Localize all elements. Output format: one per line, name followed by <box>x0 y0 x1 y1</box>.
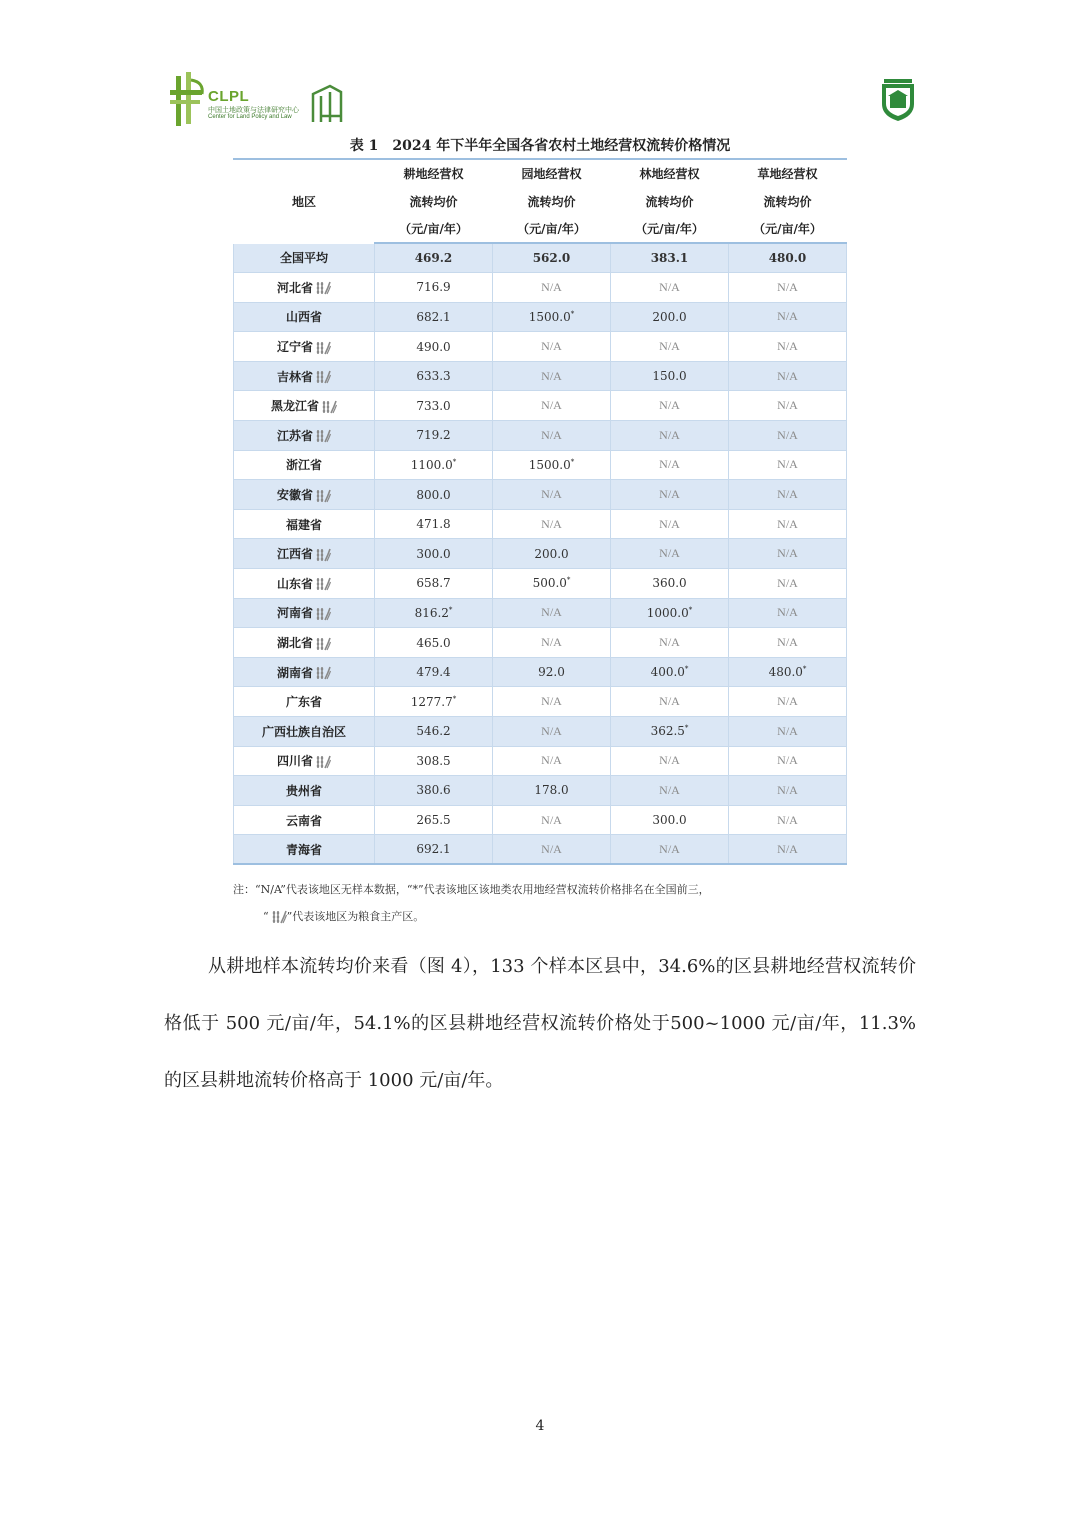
region-name: 广西壮族自治区 <box>261 724 346 739</box>
value-text: 719.2 <box>416 428 451 443</box>
value-text: 480.0 <box>768 665 803 680</box>
cell-value-col3 <box>611 421 729 451</box>
value-text: 469.2 <box>414 251 453 266</box>
header-col3-unit: （元/亩/年） <box>611 215 729 243</box>
value-text: 1277.7 <box>410 694 453 709</box>
cell-value-col2 <box>493 361 611 391</box>
cell-value-col1 <box>375 746 493 776</box>
value-text: 490.0 <box>416 339 451 354</box>
value-text: N/A <box>777 605 798 620</box>
top-three-star: * <box>448 605 453 614</box>
value-text: N/A <box>659 398 680 413</box>
land-transfer-price-table <box>233 158 847 865</box>
value-text: 479.4 <box>416 665 451 680</box>
value-text: N/A <box>777 487 798 502</box>
cell-value-col3 <box>611 628 729 658</box>
cell-value-col2 <box>493 569 611 599</box>
wheat-icon <box>315 548 331 562</box>
wheat-icon <box>271 910 287 924</box>
table-row <box>234 539 847 569</box>
value-text: N/A <box>541 635 562 650</box>
value-text: N/A <box>777 694 798 709</box>
cell-value-col4 <box>729 805 847 835</box>
top-three-star: * <box>452 694 457 703</box>
cell-value-col3 <box>611 539 729 569</box>
page-number: 4 <box>535 1418 545 1434</box>
wheat-icon <box>315 637 331 651</box>
cell-value-col3 <box>611 598 729 628</box>
value-text: N/A <box>777 279 798 294</box>
top-three-star: * <box>570 309 575 318</box>
building-logo-icon <box>310 82 344 124</box>
value-text: 400.0 <box>650 665 685 680</box>
cell-value-col1 <box>375 509 493 539</box>
cell-region <box>234 687 375 717</box>
cell-value-col3 <box>611 657 729 687</box>
header-col3-line1: 林地经营权 <box>611 159 729 187</box>
note-line-2 <box>233 903 863 930</box>
cell-region <box>234 273 375 303</box>
cell-value-col4 <box>729 717 847 747</box>
wheat-icon <box>315 755 331 769</box>
cell-value-col4 <box>729 421 847 451</box>
cell-value-col3 <box>611 302 729 332</box>
top-three-star: * <box>684 665 689 674</box>
cell-value-col1 <box>375 569 493 599</box>
wheat-icon <box>315 341 331 355</box>
header-col2-unit: （元/亩/年） <box>493 215 611 243</box>
body-paragraph: 从耕地样本流转均价来看（图 4），133 个样本区县中，34.6%的区县耕地经营权流转价格低于 500 元/亩/年，54.1%的区县耕地经营权流转价格处于500~1000 元/亩/年，11.3%的区县耕地流转价格高于 1000 元/亩/年。 <box>164 956 916 1091</box>
table-row <box>234 421 847 451</box>
value-text: N/A <box>777 782 798 797</box>
top-three-star: * <box>452 457 457 466</box>
value-text: 362.5 <box>650 724 685 739</box>
region-name: 山东省 <box>276 576 313 591</box>
cell-value-col2 <box>493 776 611 806</box>
cell-region <box>234 776 375 806</box>
value-text: 360.0 <box>652 576 687 591</box>
cell-value-col1 <box>375 480 493 510</box>
wheat-icon <box>315 370 331 384</box>
value-text: 1500.0 <box>528 457 571 472</box>
cell-value-col4 <box>729 657 847 687</box>
cell-value-col3 <box>611 687 729 717</box>
value-text: 465.0 <box>416 635 451 650</box>
value-text: 300.0 <box>652 813 687 828</box>
value-text: N/A <box>659 279 680 294</box>
cell-region <box>234 805 375 835</box>
cell-value-col4 <box>729 835 847 865</box>
cell-value-col1 <box>375 421 493 451</box>
table-row <box>234 746 847 776</box>
cell-value-col3 <box>611 480 729 510</box>
cell-value-col2 <box>493 717 611 747</box>
value-text: 500.0 <box>532 576 567 591</box>
cell-value-col2 <box>493 480 611 510</box>
cell-value-col4 <box>729 361 847 391</box>
table-row <box>234 302 847 332</box>
region-name: 黑龙江省 <box>270 399 319 414</box>
cell-value-col3 <box>611 805 729 835</box>
clpl-logo <box>168 70 348 130</box>
header-col2-line2: 流转均价 <box>493 187 611 215</box>
cell-value-col1 <box>375 805 493 835</box>
table-row <box>234 657 847 687</box>
cell-value-col2 <box>493 687 611 717</box>
cell-value-col2 <box>493 391 611 421</box>
cell-value-col4 <box>729 687 847 717</box>
value-text: 562.0 <box>532 251 571 266</box>
cell-value-col4 <box>729 628 847 658</box>
value-text: 308.5 <box>416 753 451 768</box>
cell-region <box>234 598 375 628</box>
table-note <box>233 876 863 930</box>
cell-value-col3 <box>611 391 729 421</box>
cell-value-col1 <box>375 776 493 806</box>
value-text: N/A <box>541 339 562 354</box>
region-name: 江苏省 <box>276 428 313 443</box>
value-text: 300.0 <box>416 546 451 561</box>
value-text: N/A <box>659 339 680 354</box>
cell-value-col3 <box>611 717 729 747</box>
cell-value-col4 <box>729 509 847 539</box>
table-row <box>234 628 847 658</box>
top-three-star: * <box>566 576 571 585</box>
wheat-icon <box>315 666 331 680</box>
cell-value-col2 <box>493 746 611 776</box>
table-row <box>234 776 847 806</box>
cell-region <box>234 628 375 658</box>
cell-value-col2 <box>493 421 611 451</box>
value-text: 200.0 <box>534 546 569 561</box>
cell-region <box>234 243 375 273</box>
value-text: N/A <box>777 339 798 354</box>
value-text: N/A <box>541 279 562 294</box>
cell-value-col2 <box>493 332 611 362</box>
header-col3-line2: 流转均价 <box>611 187 729 215</box>
value-text: N/A <box>541 516 562 531</box>
region-name: 湖北省 <box>276 636 313 651</box>
value-text: 471.8 <box>416 517 451 532</box>
cell-value-col2 <box>493 243 611 273</box>
cell-value-col2 <box>493 598 611 628</box>
value-text: N/A <box>659 753 680 768</box>
region-name: 云南省 <box>285 813 322 828</box>
region-name: 辽宁省 <box>276 340 313 355</box>
cell-value-col2 <box>493 835 611 865</box>
table-row <box>234 361 847 391</box>
value-text: N/A <box>541 812 562 827</box>
value-text: N/A <box>777 812 798 827</box>
region-name: 福建省 <box>285 517 322 532</box>
region-name: 江西省 <box>276 547 313 562</box>
logo-name-en: Center for Land Policy and Law <box>208 114 292 120</box>
value-text: N/A <box>659 457 680 472</box>
cell-region <box>234 450 375 480</box>
page-header <box>168 70 918 130</box>
region-name: 湖南省 <box>276 665 313 680</box>
logo-abbr: CLPL <box>208 88 250 105</box>
wheat-icon <box>315 489 331 503</box>
cell-value-col4 <box>729 450 847 480</box>
table-row <box>234 273 847 303</box>
region-name: 广东省 <box>285 695 322 710</box>
wheat-icon <box>315 607 331 621</box>
cell-value-col1 <box>375 598 493 628</box>
region-name: 全国平均 <box>279 251 328 266</box>
header-col1-unit: （元/亩/年） <box>375 215 493 243</box>
cell-value-col3 <box>611 835 729 865</box>
cell-value-col3 <box>611 509 729 539</box>
cell-value-col1 <box>375 243 493 273</box>
value-text: 265.5 <box>416 813 451 828</box>
note-line-2-prefix: “ <box>263 910 269 923</box>
cell-region <box>234 509 375 539</box>
region-name: 吉林省 <box>276 369 313 384</box>
table-row <box>234 332 847 362</box>
wheat-icon <box>321 400 337 414</box>
university-seal-icon <box>878 78 918 122</box>
table-row <box>234 391 847 421</box>
value-text: N/A <box>777 635 798 650</box>
cell-region <box>234 746 375 776</box>
cell-value-col2 <box>493 805 611 835</box>
note-line-2-suffix: ”代表该地区为粮食主产区。 <box>286 910 425 923</box>
value-text: N/A <box>541 753 562 768</box>
value-text: N/A <box>777 398 798 413</box>
cell-region <box>234 302 375 332</box>
value-text: 92.0 <box>538 665 565 680</box>
cell-value-col4 <box>729 273 847 303</box>
value-text: N/A <box>541 605 562 620</box>
table-row <box>234 687 847 717</box>
cell-value-col3 <box>611 332 729 362</box>
cell-value-col1 <box>375 717 493 747</box>
header-col1-line2: 流转均价 <box>375 187 493 215</box>
value-text: 178.0 <box>534 783 569 798</box>
value-text: N/A <box>659 546 680 561</box>
cell-value-col1 <box>375 687 493 717</box>
value-text: N/A <box>777 546 798 561</box>
top-three-star: * <box>570 457 575 466</box>
wheat-icon <box>315 281 331 295</box>
table-row <box>234 450 847 480</box>
header-col4-line1: 草地经营权 <box>729 159 847 187</box>
cell-value-col1 <box>375 657 493 687</box>
cell-value-col2 <box>493 302 611 332</box>
value-text: N/A <box>541 694 562 709</box>
value-text: 200.0 <box>652 309 687 324</box>
cell-value-col4 <box>729 598 847 628</box>
value-text: N/A <box>541 398 562 413</box>
cell-value-col3 <box>611 450 729 480</box>
cell-region <box>234 421 375 451</box>
value-text: N/A <box>777 753 798 768</box>
cell-value-col3 <box>611 746 729 776</box>
table-body <box>234 243 847 864</box>
clpl-logo-mark-icon <box>168 70 208 130</box>
header-col4-line2: 流转均价 <box>729 187 847 215</box>
value-text: 383.1 <box>650 251 689 266</box>
region-name: 贵州省 <box>285 783 322 798</box>
cell-value-col1 <box>375 273 493 303</box>
cell-value-col1 <box>375 539 493 569</box>
value-text: 546.2 <box>416 724 451 739</box>
cell-value-col1 <box>375 628 493 658</box>
cell-region <box>234 835 375 865</box>
cell-value-col3 <box>611 243 729 273</box>
value-text: N/A <box>659 635 680 650</box>
wheat-icon <box>315 429 331 443</box>
value-text: N/A <box>777 427 798 442</box>
header-col4-unit: （元/亩/年） <box>729 215 847 243</box>
cell-value-col2 <box>493 628 611 658</box>
value-text: 816.2 <box>414 605 449 620</box>
cell-value-col2 <box>493 657 611 687</box>
value-text: N/A <box>777 516 798 531</box>
cell-value-col4 <box>729 243 847 273</box>
cell-value-col1 <box>375 835 493 865</box>
cell-value-col3 <box>611 273 729 303</box>
cell-region <box>234 391 375 421</box>
value-text: 480.0 <box>768 251 807 266</box>
table-row <box>234 480 847 510</box>
value-text: N/A <box>541 487 562 502</box>
cell-region <box>234 539 375 569</box>
value-text: 658.7 <box>416 576 451 591</box>
value-text: N/A <box>659 694 680 709</box>
cell-region <box>234 569 375 599</box>
header-col1-line1: 耕地经营权 <box>375 159 493 187</box>
value-text: N/A <box>777 309 798 324</box>
cell-value-col3 <box>611 361 729 391</box>
value-text: N/A <box>541 723 562 738</box>
cell-value-col2 <box>493 273 611 303</box>
table-row <box>234 509 847 539</box>
value-text: N/A <box>541 368 562 383</box>
cell-value-col4 <box>729 776 847 806</box>
table-row <box>234 835 847 865</box>
value-text: 1000.0 <box>646 605 689 620</box>
value-text: N/A <box>659 487 680 502</box>
note-line-1: 注：“N/A”代表该地区无样本数据，“*”代表该地区该地类农用地经营权流转价格排名在全国前三， <box>233 883 710 896</box>
value-text: N/A <box>659 782 680 797</box>
value-text: 380.6 <box>416 783 451 798</box>
region-name: 青海省 <box>285 842 322 857</box>
region-name: 浙江省 <box>285 458 322 473</box>
table-row <box>234 805 847 835</box>
cell-value-col2 <box>493 509 611 539</box>
value-text: 800.0 <box>416 487 451 502</box>
top-three-star: * <box>684 724 689 733</box>
university-seal <box>878 78 918 122</box>
value-text: N/A <box>777 841 798 856</box>
cell-region <box>234 332 375 362</box>
cell-value-col1 <box>375 450 493 480</box>
value-text: 692.1 <box>416 842 451 857</box>
cell-region <box>234 717 375 747</box>
value-text: N/A <box>777 575 798 590</box>
value-text: N/A <box>777 723 798 738</box>
region-name: 山西省 <box>285 310 322 325</box>
table-row <box>234 569 847 599</box>
cell-value-col3 <box>611 569 729 599</box>
cell-value-col1 <box>375 332 493 362</box>
value-text: N/A <box>541 841 562 856</box>
cell-value-col1 <box>375 391 493 421</box>
cell-value-col4 <box>729 746 847 776</box>
header-col2-line1: 园地经营权 <box>493 159 611 187</box>
table-row-national-average <box>234 243 847 273</box>
value-text: N/A <box>777 457 798 472</box>
cell-value-col3 <box>611 776 729 806</box>
region-name: 河北省 <box>276 280 313 295</box>
value-text: 633.3 <box>416 369 451 384</box>
cell-value-col1 <box>375 361 493 391</box>
value-text: 1500.0 <box>528 309 571 324</box>
cell-value-col1 <box>375 302 493 332</box>
region-name: 四川省 <box>276 754 313 769</box>
value-text: N/A <box>541 427 562 442</box>
top-three-star: * <box>802 665 807 674</box>
value-text: 682.1 <box>416 309 451 324</box>
table-row <box>234 717 847 747</box>
header-region: 地区 <box>234 159 375 243</box>
cell-value-col4 <box>729 391 847 421</box>
cell-value-col4 <box>729 332 847 362</box>
cell-value-col4 <box>729 302 847 332</box>
cell-value-col4 <box>729 480 847 510</box>
region-name: 安徽省 <box>276 488 313 503</box>
region-name: 河南省 <box>276 606 313 621</box>
cell-value-col4 <box>729 539 847 569</box>
value-text: 733.0 <box>416 398 451 413</box>
top-three-star: * <box>688 605 693 614</box>
value-text: N/A <box>659 427 680 442</box>
wheat-icon <box>315 577 331 591</box>
logo-name-cn: 中国土地政策与法律研究中心 <box>208 107 299 114</box>
value-text: N/A <box>659 841 680 856</box>
value-text: 1100.0 <box>410 457 453 472</box>
value-text: N/A <box>659 516 680 531</box>
cell-value-col2 <box>493 539 611 569</box>
value-text: 150.0 <box>652 369 687 384</box>
table-title: 表 1 2024 年下半年全国各省农村土地经营权流转价格情况 <box>349 138 731 154</box>
cell-region <box>234 361 375 391</box>
cell-region <box>234 480 375 510</box>
value-text: N/A <box>777 368 798 383</box>
cell-value-col4 <box>729 569 847 599</box>
cell-region <box>234 657 375 687</box>
value-text: 716.9 <box>416 280 451 295</box>
cell-value-col2 <box>493 450 611 480</box>
table-row <box>234 598 847 628</box>
